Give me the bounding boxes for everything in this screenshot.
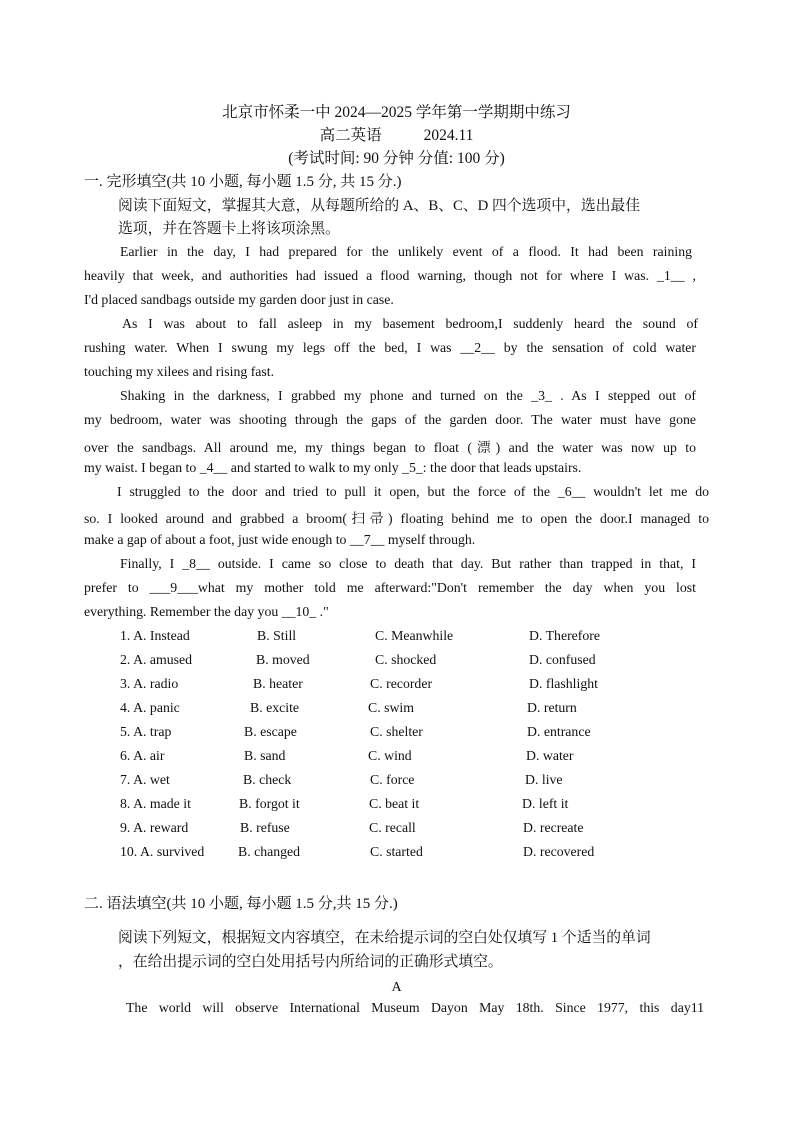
option-b: B. Still [257,628,297,643]
question-number: 4. [120,700,131,715]
option-b: B. excite [250,700,300,715]
option-c: C. wind [368,748,412,763]
exam-subject-line [0,123,793,145]
option-d: D. left it [522,796,569,811]
option-a: A. wet [133,772,170,787]
exam-subject: 高二英语 [319,127,382,144]
option-d: D. entrance [527,724,591,739]
question-number: 5. [120,724,131,739]
question-number: 1. [120,628,131,643]
question-option-row [120,796,191,812]
option-b: B. check [243,772,292,787]
passage-line: I struggled to the door and tried to pull it open, but the force of the _6__ wouldn't let me do [117,484,709,499]
option-c: C. swim [368,700,414,715]
passage-line: The world will observe International Museum Dayon May 18th. Since 1977, this day11 [126,1000,704,1015]
option-a: A. made it [133,796,191,811]
passage-line: rushing water. When I swung my legs off the bed, I was __2__ by the sensation of cold water [84,340,696,355]
exam-date: 2024.11 [423,127,474,144]
option-d: D. flashlight [529,676,598,691]
passage-line: so. I looked around and grabbed a broom(扫帚) floating behind me to open the door.I managed to [84,511,709,526]
passage-line: everything. Remember the day you __10_ ." [84,604,329,619]
option-c: C. recorder [370,676,433,691]
passage-line: prefer to ___9___what my mother told me afterward:"Don't remember the day when you lost [84,580,696,595]
passage-line: touching my xilees and rising fast. [84,364,275,379]
question-number: 9. [120,820,131,835]
section2-heading: 二. 语法填空(共 10 小题, 每小题 1.5 分,共 15 分.) [84,896,398,912]
question-number: 10. [120,844,138,859]
passage-line: my waist. I began to _4__ and started to walk to my only _5_: the door that leads upstairs. [84,460,582,475]
option-a: A. trap [133,724,172,739]
question-option-row [120,844,204,860]
option-d: D. live [525,772,563,787]
exam-info: (考试时间: 90 分钟 分值: 100 分) [288,150,505,167]
passage-line: heavily that week, and authorities had issued a flood warning, though not for where I was. _1__ , [84,268,696,283]
option-c: C. recall [369,820,416,835]
option-c: C. Meanwhile [375,628,454,643]
option-d: D. water [526,748,574,763]
passage-line: As I was about to fall asleep in my basement bedroom,I suddenly heard the sound of [122,316,698,331]
option-d: D. recovered [523,844,595,859]
option-d: D. Therefore [529,628,600,643]
option-c: C. beat it [369,796,420,811]
option-b: B. heater [253,676,303,691]
option-b: B. escape [244,724,297,739]
part-label: A [391,980,402,995]
passage-line: Finally, I _8__ outside. I came so close to death that day. But rather than trapped in that, I [120,556,696,571]
option-b: B. refuse [240,820,290,835]
question-number: 8. [120,796,131,811]
question-option-row [120,652,192,668]
question-number: 6. [120,748,131,763]
exam-title: 北京市怀柔一中 2024—2025 学年第一学期期中练习 [222,104,571,121]
section1-instruction: 阅读下面短文，掌握其大意，从每题所给的 A、B、C、D 四个选项中，选出最佳 [118,198,641,214]
option-c: C. shelter [370,724,423,739]
option-b: B. changed [238,844,301,859]
passage-line: over the sandbags. All around me, my things began to float (漂) and the water was now up to [84,440,696,455]
passage-line: Earlier in the day, I had prepared for the unlikely event of a flood. It had been raining [120,244,692,259]
passage-line: make a gap of about a foot, just wide enough to __7__ myself through. [84,532,476,547]
question-option-row [120,676,178,692]
passage-line: I'd placed sandbags outside my garden door just in case. [84,292,394,307]
option-a: A. air [133,748,165,763]
section2-instruction: 阅读下列短文，根据短文内容填空，在未给提示词的空白处仅填写 1 个适当的单词 [118,930,651,946]
option-b: B. forgot it [239,796,300,811]
passage-line: Shaking in the darkness, I grabbed my phone and turned on the _3_ . As I stepped out of [120,388,696,403]
option-a: A. reward [133,820,189,835]
section1-instruction-cont: 选项，并在答题卡上将该项涂黑。 [118,221,340,237]
question-option-row [120,820,188,836]
question-option-row [120,700,180,716]
option-b: B. sand [244,748,286,763]
question-number: 3. [120,676,131,691]
option-b: B. moved [256,652,310,667]
option-a: A. Instead [133,628,190,643]
question-number: 7. [120,772,131,787]
question-option-row [120,748,164,764]
section2-instruction-cont: ，在给出提示词的空白处用括号内所给词的正确形式填空。 [118,954,503,970]
question-number: 2. [120,652,131,667]
option-d: D. confused [529,652,596,667]
option-a: A. amused [133,652,193,667]
passage-line: my bedroom, water was shooting through the gaps of the garden door. The water must have gone [84,412,696,427]
option-a: A. radio [133,676,179,691]
option-c: C. started [370,844,423,859]
question-option-row [120,724,171,740]
option-c: C. force [370,772,415,787]
section1-heading: 一. 完形填空(共 10 小题, 每小题 1.5 分, 共 15 分.) [84,174,402,190]
option-a: A. panic [133,700,180,715]
option-d: D. recreate [523,820,584,835]
option-a: A. survived [139,844,205,859]
question-option-row [120,772,170,788]
question-option-row [120,628,190,644]
option-c: C. shocked [375,652,437,667]
option-d: D. return [527,700,577,715]
